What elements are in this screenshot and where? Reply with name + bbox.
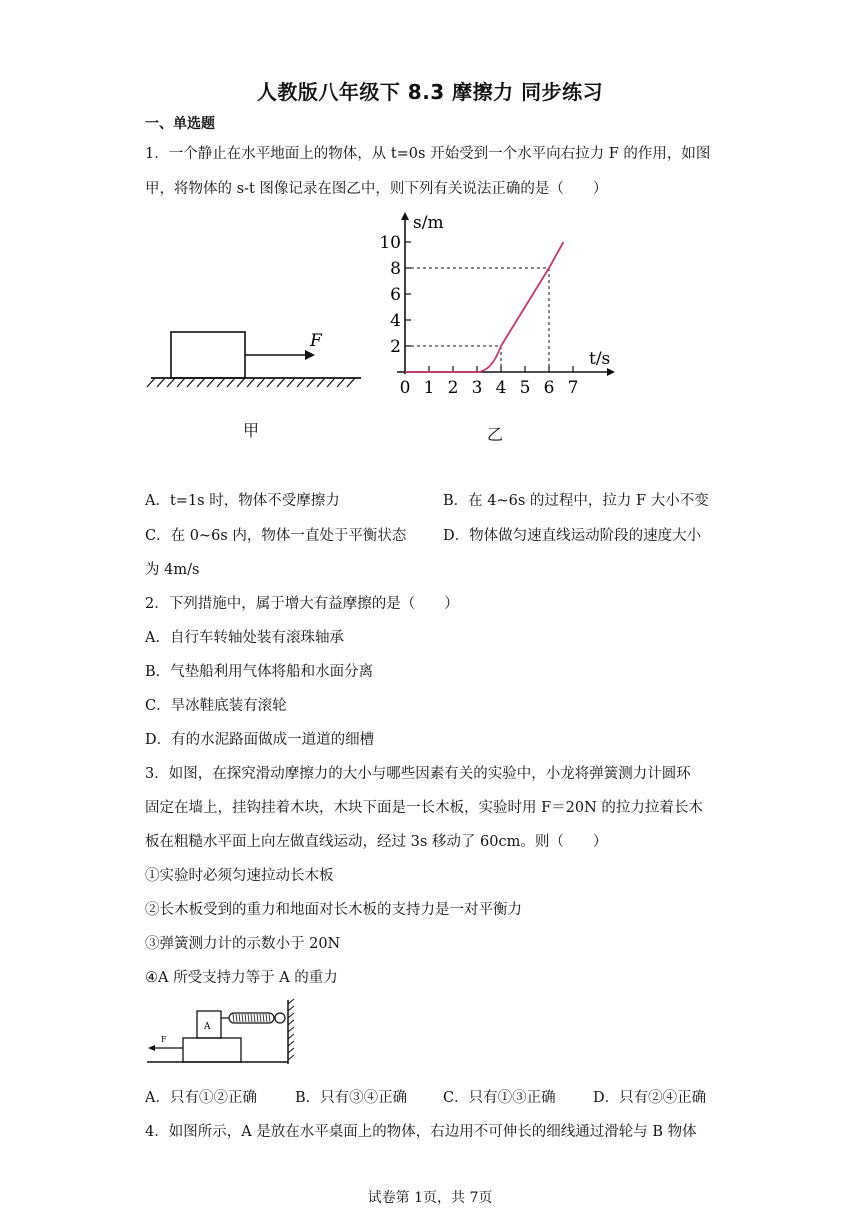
hatch-mark [327, 378, 335, 387]
spring-coil [263, 1014, 264, 1022]
st-curve [405, 242, 563, 372]
page-title: 人教版八年级下 8.3 摩擦力 同步练习 [256, 80, 604, 104]
spring-coil [239, 1014, 240, 1022]
q2-option-d: D．有的水泥路面做成一道道的细槽 [145, 732, 375, 748]
spring-coil [236, 1014, 237, 1022]
y-tick-label: 6 [390, 285, 401, 305]
hatch-mark [217, 378, 225, 387]
x-tick-label: 0 [399, 378, 411, 398]
wall-hatch-mark [288, 1048, 294, 1053]
hatch-mark [157, 378, 165, 387]
x-tick-label: 6 [543, 378, 555, 398]
hatch-mark [187, 378, 195, 387]
spring-coil [233, 1014, 234, 1022]
y-axis-label: s/m [413, 213, 444, 233]
wall-hatch-mark [288, 999, 294, 1004]
ground-hatch [147, 378, 355, 387]
q1-option-a: A．t=1s 时，物体不受摩擦力 [145, 493, 340, 509]
hatch-mark [247, 378, 255, 387]
wall-hatch-mark [288, 1006, 294, 1011]
hatch-mark [237, 378, 245, 387]
y-tick-label: 2 [390, 337, 401, 357]
hatch-mark [167, 378, 175, 387]
figure-jia [145, 320, 370, 390]
long-board [183, 1038, 241, 1062]
x-tick-label: 4 [495, 378, 507, 398]
q2-option-c: C．旱冰鞋底装有滚轮 [145, 698, 287, 714]
y-tick-label: 4 [390, 311, 401, 331]
q2-stem: 2．下列措施中，属于增大有益摩擦的是（ ） [145, 596, 459, 612]
figure-jia-caption: 甲 [243, 421, 260, 440]
figure-yi-caption: 乙 [487, 425, 504, 444]
block-a-label: A [204, 1022, 211, 1032]
hatch-mark [197, 378, 205, 387]
section-heading: 一、单选题 [145, 116, 215, 132]
x-tick-label: 5 [519, 378, 531, 398]
hatch-mark [337, 378, 345, 387]
hatch-mark [277, 378, 285, 387]
pull-arrowhead [148, 1045, 155, 1051]
spring-coil [269, 1014, 270, 1022]
x-tick-label: 1 [423, 378, 435, 398]
hatch-mark [317, 378, 325, 387]
q1-option-d-continued: 为 4m/s [145, 562, 200, 578]
q3-statement-3: ③弹簧测力计的示数小于 20N [145, 936, 341, 952]
hatch-mark [227, 378, 235, 387]
y-tick-label: 8 [390, 259, 401, 279]
wall-hatch-mark [288, 1034, 294, 1039]
page-footer: 试卷第 1页，共 7页 [367, 1190, 493, 1206]
x-axis-arrow [607, 368, 615, 376]
q3-statement-2: ②长木板受到的重力和地面对长木板的支持力是一对平衡力 [145, 902, 522, 918]
q3-stem-line-3: 板在粗糙水平面上向左做直线运动，经过 3s 移动了 60cm。则（ ） [145, 834, 608, 850]
hatch-mark [347, 378, 355, 387]
block [171, 332, 245, 378]
q1-stem-line-1: 1．一个静止在水平地面上的物体，从 t=0s 开始受到一个水平向右拉力 F 的作用，如图 [145, 146, 711, 162]
q3-option-b: B．只有③④正确 [295, 1090, 408, 1106]
q3-stem-line-1: 3．如图，在探究滑动摩擦力的大小与哪些因素有关的实验中，小龙将弹簧测力计圆环 [145, 766, 691, 782]
q1-option-b: B．在 4~6s 的过程中，拉力 F 大小不变 [443, 493, 709, 509]
y-tick-label: 10 [379, 233, 401, 253]
hatch-mark [257, 378, 265, 387]
q3-option-d: D．只有②④正确 [593, 1090, 707, 1106]
q3-statement-4: ④A 所受支持力等于 A 的重力 [145, 970, 338, 986]
q3-figure [145, 996, 295, 1068]
wall-hatch-mark [288, 1013, 294, 1018]
spring-coil [260, 1014, 261, 1022]
hatch-mark [297, 378, 305, 387]
hatch-mark [287, 378, 295, 387]
q4-stem-line-1: 4．如图所示，A 是放在水平桌面上的物体，右边用不可伸长的细线通过滑轮与 B 物体 [145, 1124, 697, 1140]
spring-coil [251, 1014, 252, 1022]
hatch-mark [267, 378, 275, 387]
hatch-mark [147, 378, 155, 387]
q2-option-a: A．自行车转轴处装有滚珠轴承 [145, 630, 344, 646]
spring-coil [242, 1014, 243, 1022]
pull-force-label: F [161, 1035, 167, 1044]
q3-option-a: A．只有①②正确 [145, 1090, 257, 1106]
wall-hatch-mark [288, 1027, 294, 1032]
hatch-mark [177, 378, 185, 387]
x-tick-label: 7 [567, 378, 579, 398]
wall-hatch-mark [288, 1055, 294, 1060]
q3-statement-1: ①实验时必须匀速拉动长木板 [145, 868, 334, 884]
spring-coil [245, 1014, 246, 1022]
figure-yi-chart [375, 210, 615, 400]
spring-coil [257, 1014, 258, 1022]
wall-hatch-mark [288, 1041, 294, 1046]
x-tick-label: 2 [447, 378, 459, 398]
force-label: F [310, 331, 322, 351]
hatch-mark [207, 378, 215, 387]
q1-stem-line-2: 甲，将物体的 s-t 图像记录在图乙中，则下列有关说法正确的是（ ） [145, 181, 608, 197]
q3-stem-line-2: 固定在墙上，挂钩挂着木块，木块下面是一长木板，实验时用 F＝20N 的拉力拉着长木 [145, 800, 703, 816]
hatch-mark [307, 378, 315, 387]
x-axis-label: t/s [589, 349, 611, 369]
spring-coil [266, 1014, 267, 1022]
wall-hatch-mark [288, 1020, 294, 1025]
ring [275, 1013, 285, 1023]
spring-coil [254, 1014, 255, 1022]
x-tick-label: 3 [471, 378, 483, 398]
y-axis-arrow [401, 212, 409, 220]
spring-coil [248, 1014, 249, 1022]
q3-option-c: C．只有①③正确 [443, 1090, 556, 1106]
q1-option-c: C．在 0~6s 内，物体一直处于平衡状态 [145, 528, 407, 544]
q1-option-d: D．物体做匀速直线运动阶段的速度大小 [443, 528, 702, 544]
q2-option-b: B．气垫船利用气体将船和水面分离 [145, 664, 374, 680]
force-arrowhead [305, 350, 315, 360]
